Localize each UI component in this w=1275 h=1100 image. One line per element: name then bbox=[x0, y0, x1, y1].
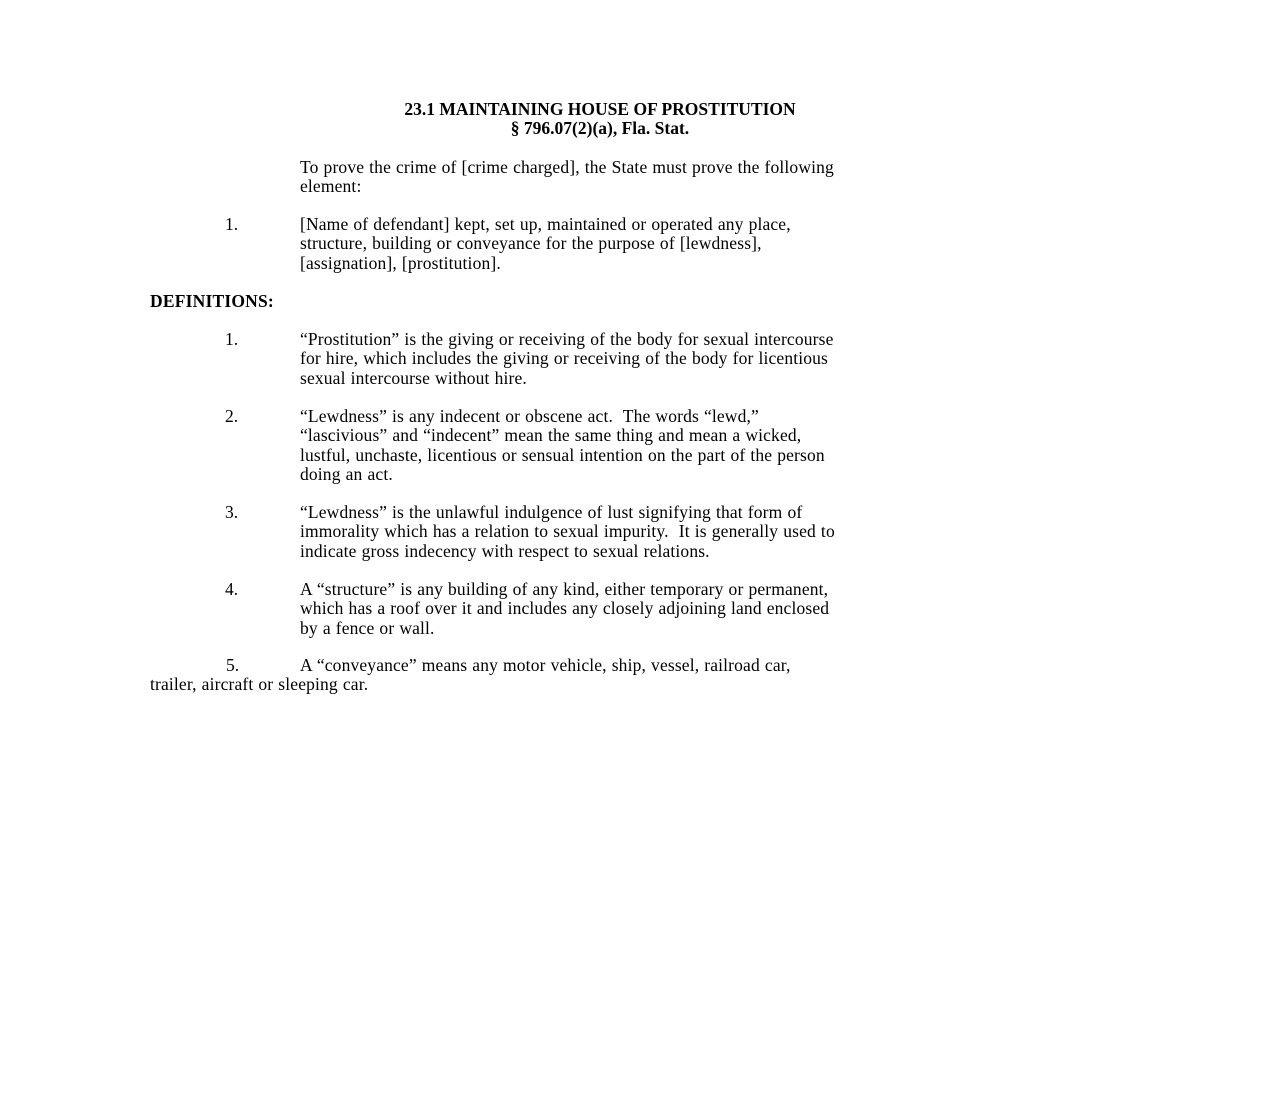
definition-line: A “structure” is any building of any kind, either temporary or permanent, bbox=[300, 579, 829, 599]
intro-paragraph bbox=[300, 158, 1060, 197]
definition-line: sexual intercourse without hire. bbox=[300, 367, 527, 388]
intro-line: To prove the crime of [crime charged], the State must prove the following bbox=[300, 157, 834, 177]
element-line: structure, building or conveyance for the purpose of [lewdness], bbox=[300, 233, 762, 254]
definition-text bbox=[300, 330, 1060, 388]
definition-line: “Lewdness” is any indecent or obscene act. The words “lewd,” bbox=[300, 406, 759, 426]
definition-number: 2. bbox=[225, 406, 239, 426]
definition-number: 1. bbox=[225, 329, 239, 349]
definition-line: “Lewdness” is the unlawful indulgence of lust signifying that form of bbox=[300, 502, 803, 522]
element-text bbox=[300, 215, 1060, 273]
definitions-heading: DEFINITIONS: bbox=[150, 291, 274, 311]
definition-line: by a fence or wall. bbox=[300, 617, 435, 638]
definition-line: doing an act. bbox=[300, 463, 393, 484]
definition-number: 5. bbox=[226, 655, 240, 675]
definition-number: 4. bbox=[225, 579, 239, 599]
element-line: [Name of defendant] kept, set up, maintained or operated any place, bbox=[300, 214, 791, 234]
definition-line: lustful, unchaste, licentious or sensual intention on the part of the person bbox=[300, 444, 825, 465]
element-line: [assignation], [prostitution]. bbox=[300, 252, 501, 273]
definition-line: “lascivious” and “indecent” mean the same thing and mean a wicked, bbox=[300, 425, 802, 446]
definition-line: which has a roof over it and includes any closely adjoining land enclosed bbox=[300, 598, 830, 619]
definition-line: indicate gross indecency with respect to sexual relations. bbox=[300, 540, 710, 561]
definition-line: A “conveyance” means any motor vehicle, ship, vessel, railroad car, bbox=[300, 655, 791, 675]
intro-line: element: bbox=[300, 176, 362, 197]
definition-text bbox=[300, 580, 1060, 638]
definition-line: “Prostitution” is the giving or receiving of the body for sexual intercourse bbox=[300, 329, 834, 349]
instruction-title: 23.1 MAINTAINING HOUSE OF PROSTITUTION bbox=[404, 99, 796, 119]
definition-line: for hire, which includes the giving or receiving of the body for licentious bbox=[300, 348, 829, 369]
element-number: 1. bbox=[225, 214, 239, 234]
statute-citation: § 796.07(2)(a), Fla. Stat. bbox=[510, 118, 690, 138]
definition-text bbox=[300, 407, 1060, 484]
definition-line: trailer, aircraft or sleeping car. bbox=[150, 674, 369, 694]
definition-text bbox=[300, 503, 1060, 561]
definition-line: immorality which has a relation to sexual impurity. It is generally used to bbox=[300, 521, 835, 542]
definition-number: 3. bbox=[225, 502, 239, 522]
